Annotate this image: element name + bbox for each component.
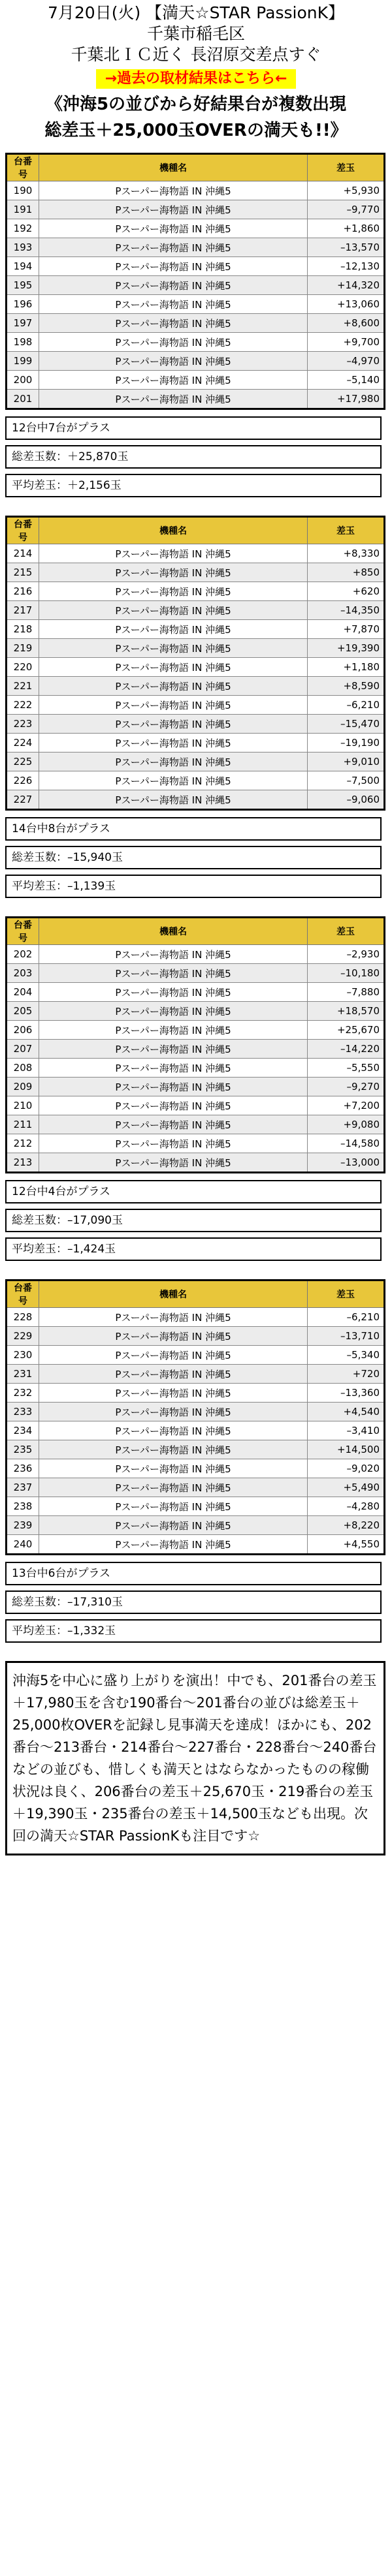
machine-number-cell: 211 (7, 1115, 39, 1134)
ball-difference-cell: –4,280 (308, 1497, 385, 1516)
average-difference-summary: 平均差玉：–1,139玉 (5, 875, 382, 898)
machine-number-cell: 192 (7, 219, 39, 238)
machine-name-cell: Pスーパー海物語 IN 沖縄5 (39, 200, 308, 219)
ball-difference-cell: –13,360 (308, 1384, 385, 1403)
ball-difference-cell: +850 (308, 563, 385, 582)
ball-difference-cell: –15,470 (308, 715, 385, 734)
plus-count-summary: 12台中4台がプラス (5, 1180, 382, 1203)
table-row (7, 658, 385, 677)
header-machine-number: 台番号 (7, 918, 39, 945)
machine-name-cell: Pスーパー海物語 IN 沖縄5 (39, 276, 308, 295)
results-table (5, 916, 385, 1173)
table-row (7, 1021, 385, 1040)
machine-name-cell: Pスーパー海物語 IN 沖縄5 (39, 1365, 308, 1384)
header-ball-difference: 差玉 (308, 154, 385, 181)
table-row (7, 1153, 385, 1173)
ball-difference-cell: +17,980 (308, 390, 385, 409)
machine-number-cell: 194 (7, 257, 39, 276)
result-blocks (0, 153, 392, 1643)
machine-name-cell: Pスーパー海物語 IN 沖縄5 (39, 696, 308, 715)
ball-difference-cell: –6,210 (308, 696, 385, 715)
table-row (7, 601, 385, 620)
table-row (7, 1403, 385, 1421)
result-block (0, 516, 392, 898)
results-table (5, 516, 385, 811)
ball-difference-cell: –12,130 (308, 257, 385, 276)
machine-number-cell: 239 (7, 1516, 39, 1535)
table-row (7, 1516, 385, 1535)
machine-number-cell: 210 (7, 1096, 39, 1115)
table-row (7, 1059, 385, 1078)
machine-name-cell: Pスーパー海物語 IN 沖縄5 (39, 371, 308, 390)
ball-difference-cell: +9,700 (308, 333, 385, 352)
machine-number-cell: 190 (7, 181, 39, 200)
header-machine-name: 機種名 (39, 1280, 308, 1308)
machine-name-cell: Pスーパー海物語 IN 沖縄5 (39, 1478, 308, 1497)
table-row (7, 390, 385, 409)
table-row (7, 1384, 385, 1403)
table-row (7, 1535, 385, 1555)
average-difference-summary: 平均差玉：–1,332玉 (5, 1619, 382, 1643)
headline-line-1: 《沖海5の並びから好結果台が複数出現 (45, 95, 347, 114)
ball-difference-cell: –4,970 (308, 352, 385, 371)
machine-name-cell: Pスーパー海物語 IN 沖縄5 (39, 771, 308, 790)
machine-number-cell: 219 (7, 639, 39, 658)
table-row (7, 753, 385, 771)
table-row (7, 257, 385, 276)
ball-difference-cell: +8,600 (308, 314, 385, 333)
table-row (7, 771, 385, 790)
ball-difference-cell: –9,060 (308, 790, 385, 810)
store-area: 千葉市稲毛区 (146, 24, 245, 43)
table-row (7, 219, 385, 238)
machine-number-cell: 222 (7, 696, 39, 715)
machine-name-cell: Pスーパー海物語 IN 沖縄5 (39, 1153, 308, 1173)
machine-number-cell: 238 (7, 1497, 39, 1516)
table-row (7, 620, 385, 639)
total-difference-summary: 総差玉数：–17,310玉 (5, 1591, 382, 1614)
ball-difference-cell: –6,210 (308, 1308, 385, 1327)
header-machine-name: 機種名 (39, 154, 308, 181)
table-row (7, 352, 385, 371)
average-difference-summary: 平均差玉：–1,424玉 (5, 1237, 382, 1261)
table-row (7, 200, 385, 219)
machine-number-cell: 191 (7, 200, 39, 219)
ball-difference-cell: +8,590 (308, 677, 385, 696)
machine-name-cell: Pスーパー海物語 IN 沖縄5 (39, 1134, 308, 1153)
machine-name-cell: Pスーパー海物語 IN 沖縄5 (39, 563, 308, 582)
machine-name-cell: Pスーパー海物語 IN 沖縄5 (39, 601, 308, 620)
machine-number-cell: 208 (7, 1059, 39, 1078)
machine-number-cell: 202 (7, 945, 39, 964)
machine-name-cell: Pスーパー海物語 IN 沖縄5 (39, 314, 308, 333)
ball-difference-cell: –7,880 (308, 983, 385, 1002)
machine-name-cell: Pスーパー海物語 IN 沖縄5 (39, 734, 308, 753)
table-row (7, 1365, 385, 1384)
total-difference-summary: 総差玉数：–17,090玉 (5, 1209, 382, 1232)
table-row (7, 1327, 385, 1346)
machine-number-cell: 237 (7, 1478, 39, 1497)
table-header-row (7, 154, 385, 181)
header-machine-number: 台番号 (7, 1280, 39, 1308)
plus-count-summary: 12台中7台がプラス (5, 416, 382, 440)
machine-name-cell: Pスーパー海物語 IN 沖縄5 (39, 715, 308, 734)
machine-number-cell: 201 (7, 390, 39, 409)
ball-difference-cell: +14,500 (308, 1440, 385, 1459)
table-row (7, 1478, 385, 1497)
table-row (7, 1002, 385, 1021)
total-difference-summary: 総差玉数：–15,940玉 (5, 846, 382, 869)
table-row (7, 563, 385, 582)
machine-number-cell: 199 (7, 352, 39, 371)
machine-name-cell: Pスーパー海物語 IN 沖縄5 (39, 620, 308, 639)
header (0, 0, 392, 91)
machine-name-cell: Pスーパー海物語 IN 沖縄5 (39, 945, 308, 964)
header-machine-number: 台番号 (7, 154, 39, 181)
ball-difference-cell: +720 (308, 1365, 385, 1384)
machine-name-cell: Pスーパー海物語 IN 沖縄5 (39, 1308, 308, 1327)
table-row (7, 371, 385, 390)
table-row (7, 1497, 385, 1516)
machine-number-cell: 213 (7, 1153, 39, 1173)
ball-difference-cell: –13,710 (308, 1327, 385, 1346)
plus-count-summary: 14台中8台がプラス (5, 817, 382, 841)
machine-name-cell: Pスーパー海物語 IN 沖縄5 (39, 639, 308, 658)
machine-name-cell: Pスーパー海物語 IN 沖縄5 (39, 1115, 308, 1134)
ball-difference-cell: +8,330 (308, 544, 385, 563)
ball-difference-cell: +19,390 (308, 639, 385, 658)
machine-number-cell: 228 (7, 1308, 39, 1327)
machine-number-cell: 205 (7, 1002, 39, 1021)
table-row (7, 964, 385, 983)
ball-difference-cell: –5,550 (308, 1059, 385, 1078)
ball-difference-cell: +4,540 (308, 1403, 385, 1421)
machine-name-cell: Pスーパー海物語 IN 沖縄5 (39, 544, 308, 563)
table-row (7, 1078, 385, 1096)
ball-difference-cell: +25,670 (308, 1021, 385, 1040)
table-row (7, 1115, 385, 1134)
table-row (7, 1459, 385, 1478)
machine-name-cell: Pスーパー海物語 IN 沖縄5 (39, 1459, 308, 1478)
machine-number-cell: 218 (7, 620, 39, 639)
table-row (7, 983, 385, 1002)
machine-number-cell: 224 (7, 734, 39, 753)
machine-name-cell: Pスーパー海物語 IN 沖縄5 (39, 1002, 308, 1021)
ball-difference-cell: +9,010 (308, 753, 385, 771)
machine-name-cell: Pスーパー海物語 IN 沖縄5 (39, 1059, 308, 1078)
ball-difference-cell: –7,500 (308, 771, 385, 790)
results-table (5, 153, 385, 410)
header-machine-name: 機種名 (39, 918, 308, 945)
machine-name-cell: Pスーパー海物語 IN 沖縄5 (39, 238, 308, 257)
machine-number-cell: 204 (7, 983, 39, 1002)
result-block (0, 153, 392, 497)
machine-number-cell: 236 (7, 1459, 39, 1478)
table-row (7, 181, 385, 200)
machine-name-cell: Pスーパー海物語 IN 沖縄5 (39, 790, 308, 810)
header-machine-name: 機種名 (39, 517, 308, 544)
machine-name-cell: Pスーパー海物語 IN 沖縄5 (39, 1021, 308, 1040)
ball-difference-cell: +8,220 (308, 1516, 385, 1535)
ball-difference-cell: +7,870 (308, 620, 385, 639)
ball-difference-cell: –3,410 (308, 1421, 385, 1440)
machine-number-cell: 216 (7, 582, 39, 601)
machine-number-cell: 223 (7, 715, 39, 734)
machine-name-cell: Pスーパー海物語 IN 沖縄5 (39, 1403, 308, 1421)
table-row (7, 1440, 385, 1459)
machine-number-cell: 232 (7, 1384, 39, 1403)
table-row (7, 639, 385, 658)
machine-name-cell: Pスーパー海物語 IN 沖縄5 (39, 219, 308, 238)
ball-difference-cell: –13,000 (308, 1153, 385, 1173)
table-row (7, 295, 385, 314)
machine-number-cell: 221 (7, 677, 39, 696)
ball-difference-cell: –14,220 (308, 1040, 385, 1059)
machine-name-cell: Pスーパー海物語 IN 沖縄5 (39, 1096, 308, 1115)
table-header-row (7, 918, 385, 945)
machine-name-cell: Pスーパー海物語 IN 沖縄5 (39, 257, 308, 276)
total-difference-summary: 総差玉数：＋25,870玉 (5, 445, 382, 469)
result-block (0, 1279, 392, 1643)
machine-number-cell: 212 (7, 1134, 39, 1153)
machine-name-cell: Pスーパー海物語 IN 沖縄5 (39, 582, 308, 601)
machine-number-cell: 193 (7, 238, 39, 257)
header-ball-difference: 差玉 (308, 918, 385, 945)
machine-name-cell: Pスーパー海物語 IN 沖縄5 (39, 677, 308, 696)
past-results-link[interactable]: →過去の取材結果はこちら← (96, 69, 297, 89)
ball-difference-cell: +620 (308, 582, 385, 601)
machine-name-cell: Pスーパー海物語 IN 沖縄5 (39, 1040, 308, 1059)
table-row (7, 677, 385, 696)
machine-name-cell: Pスーパー海物語 IN 沖縄5 (39, 1516, 308, 1535)
ball-difference-cell: +18,570 (308, 1002, 385, 1021)
machine-number-cell: 229 (7, 1327, 39, 1346)
machine-name-cell: Pスーパー海物語 IN 沖縄5 (39, 295, 308, 314)
machine-number-cell: 226 (7, 771, 39, 790)
ball-difference-cell: –9,770 (308, 200, 385, 219)
header-machine-number: 台番号 (7, 517, 39, 544)
machine-number-cell: 200 (7, 371, 39, 390)
machine-number-cell: 225 (7, 753, 39, 771)
machine-name-cell: Pスーパー海物語 IN 沖縄5 (39, 964, 308, 983)
machine-name-cell: Pスーパー海物語 IN 沖縄5 (39, 1078, 308, 1096)
ball-difference-cell: –14,350 (308, 601, 385, 620)
table-row (7, 1096, 385, 1115)
table-row (7, 790, 385, 810)
ball-difference-cell: +9,080 (308, 1115, 385, 1134)
ball-difference-cell: –14,580 (308, 1134, 385, 1153)
headline-line-2: 総差玉＋25,000玉OVERの満天も!!》 (44, 121, 348, 140)
table-row (7, 314, 385, 333)
ball-difference-cell: +13,060 (308, 295, 385, 314)
ball-difference-cell: +7,200 (308, 1096, 385, 1115)
machine-number-cell: 227 (7, 790, 39, 810)
machine-name-cell: Pスーパー海物語 IN 沖縄5 (39, 1497, 308, 1516)
machine-number-cell: 196 (7, 295, 39, 314)
machine-number-cell: 197 (7, 314, 39, 333)
machine-name-cell: Pスーパー海物語 IN 沖縄5 (39, 390, 308, 409)
machine-number-cell: 234 (7, 1421, 39, 1440)
result-block (0, 916, 392, 1261)
machine-name-cell: Pスーパー海物語 IN 沖縄5 (39, 352, 308, 371)
machine-number-cell: 206 (7, 1021, 39, 1040)
table-row (7, 1346, 385, 1365)
table-row (7, 582, 385, 601)
machine-number-cell: 217 (7, 601, 39, 620)
ball-difference-cell: +1,860 (308, 219, 385, 238)
store-location: 千葉北ＩＣ近く 長沼原交差点すぐ (71, 45, 321, 64)
machine-number-cell: 198 (7, 333, 39, 352)
machine-name-cell: Pスーパー海物語 IN 沖縄5 (39, 333, 308, 352)
table-row (7, 276, 385, 295)
machine-name-cell: Pスーパー海物語 IN 沖縄5 (39, 181, 308, 200)
machine-number-cell: 214 (7, 544, 39, 563)
header-ball-difference: 差玉 (308, 517, 385, 544)
machine-name-cell: Pスーパー海物語 IN 沖縄5 (39, 1535, 308, 1555)
machine-name-cell: Pスーパー海物語 IN 沖縄5 (39, 753, 308, 771)
ball-difference-cell: –19,190 (308, 734, 385, 753)
machine-name-cell: Pスーパー海物語 IN 沖縄5 (39, 1421, 308, 1440)
table-row (7, 715, 385, 734)
results-table (5, 1279, 385, 1555)
summary-comment: 沖海5を中心に盛り上がりを演出！中でも、201番台の差玉＋17,980玉を含む190番台〜201番台の並びは総差玉＋25,000枚OVERを記録し見事満天を達成！ほかにも、202番台〜213番台・214番台〜227番台・228番台〜240番台などの並びも、惜しくも満天とはならなかったものの稼働状況は良く、206番台の差玉＋25,670玉・219番台の差玉＋19,390玉・235番台の差玉＋14,500玉なども出現。次回の満天☆STAR PassionKも注目です☆ (5, 1661, 385, 1855)
machine-number-cell: 235 (7, 1440, 39, 1459)
report-title: 7月20日(火) 【満天☆STAR PassionK】 (47, 3, 344, 22)
header-ball-difference: 差玉 (308, 1280, 385, 1308)
machine-name-cell: Pスーパー海物語 IN 沖縄5 (39, 983, 308, 1002)
ball-difference-cell: –9,020 (308, 1459, 385, 1478)
table-header-row (7, 1280, 385, 1308)
machine-number-cell: 231 (7, 1365, 39, 1384)
ball-difference-cell: +14,320 (308, 276, 385, 295)
machine-number-cell: 203 (7, 964, 39, 983)
table-row (7, 734, 385, 753)
average-difference-summary: 平均差玉：＋2,156玉 (5, 474, 382, 497)
machine-number-cell: 207 (7, 1040, 39, 1059)
machine-number-cell: 209 (7, 1078, 39, 1096)
machine-name-cell: Pスーパー海物語 IN 沖縄5 (39, 1346, 308, 1365)
table-row (7, 1040, 385, 1059)
table-row (7, 696, 385, 715)
machine-number-cell: 220 (7, 658, 39, 677)
table-row (7, 1421, 385, 1440)
table-row (7, 1134, 385, 1153)
ball-difference-cell: +1,180 (308, 658, 385, 677)
ball-difference-cell: +5,930 (308, 181, 385, 200)
ball-difference-cell: +4,550 (308, 1535, 385, 1555)
table-row (7, 333, 385, 352)
machine-name-cell: Pスーパー海物語 IN 沖縄5 (39, 1327, 308, 1346)
headline (0, 91, 392, 144)
table-row (7, 1308, 385, 1327)
ball-difference-cell: –10,180 (308, 964, 385, 983)
machine-number-cell: 230 (7, 1346, 39, 1365)
machine-name-cell: Pスーパー海物語 IN 沖縄5 (39, 1440, 308, 1459)
table-row (7, 238, 385, 257)
machine-number-cell: 215 (7, 563, 39, 582)
machine-number-cell: 240 (7, 1535, 39, 1555)
plus-count-summary: 13台中6台がプラス (5, 1562, 382, 1585)
table-row (7, 544, 385, 563)
ball-difference-cell: –13,570 (308, 238, 385, 257)
machine-name-cell: Pスーパー海物語 IN 沖縄5 (39, 658, 308, 677)
ball-difference-cell: –2,930 (308, 945, 385, 964)
table-row (7, 945, 385, 964)
ball-difference-cell: –9,270 (308, 1078, 385, 1096)
machine-name-cell: Pスーパー海物語 IN 沖縄5 (39, 1384, 308, 1403)
table-header-row (7, 517, 385, 544)
ball-difference-cell: –5,340 (308, 1346, 385, 1365)
machine-number-cell: 233 (7, 1403, 39, 1421)
ball-difference-cell: +5,490 (308, 1478, 385, 1497)
machine-number-cell: 195 (7, 276, 39, 295)
ball-difference-cell: –5,140 (308, 371, 385, 390)
